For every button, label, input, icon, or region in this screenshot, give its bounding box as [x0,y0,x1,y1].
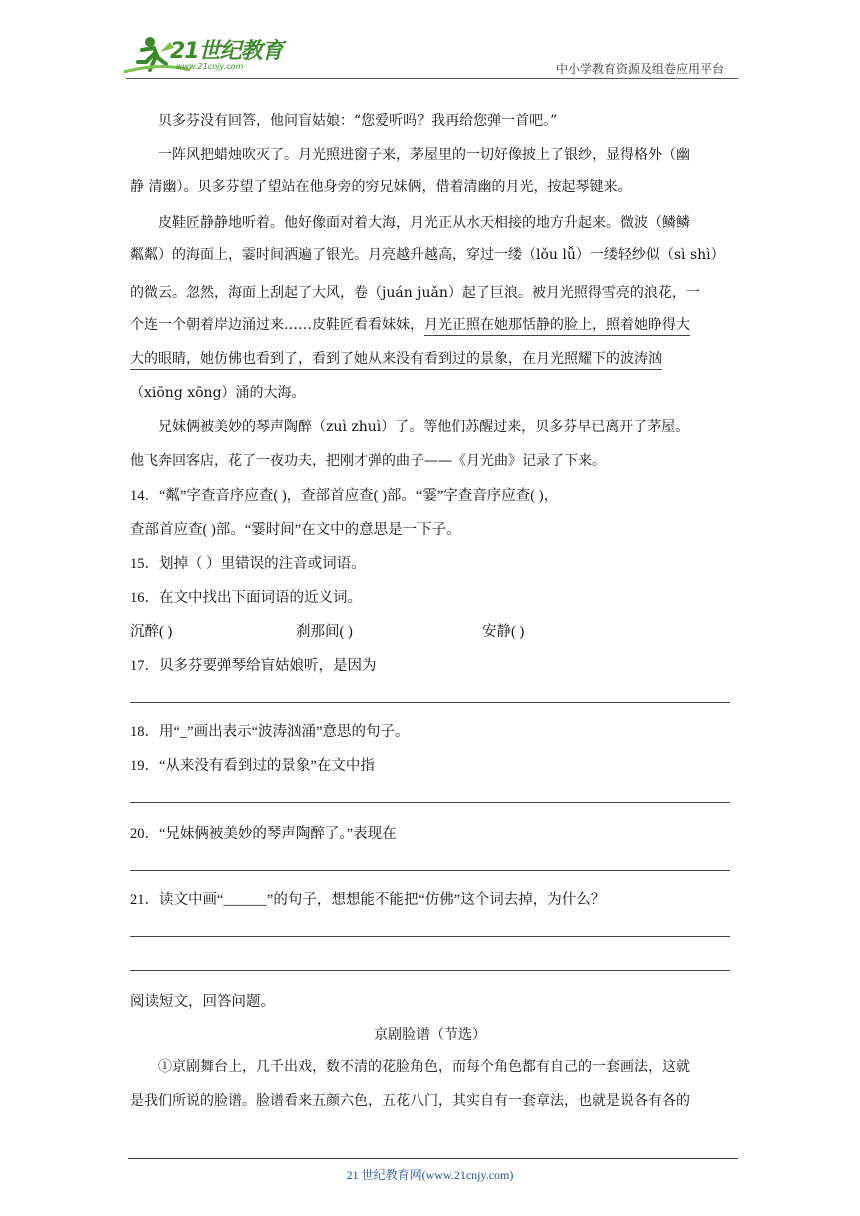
passage-2-line-1: ①京剧舞台上，几千出戏，数不清的花脸角色，而每个角色都有自己的一套画法，这就 [158,1059,690,1075]
answer-line-21a[interactable] [130,936,730,937]
reading-instruction: 阅读短文，回答问题。 [130,994,275,1010]
synonym-blank-1[interactable]: 沉醉( ) [130,624,173,640]
question-18: 18．用“_”画出表示“波涛汹涌”意思的句子。 [130,724,410,740]
question-21: 21．读文中画“______”的句子，想想能不能把“仿佛”这个词去掉，为什么？ [130,892,606,908]
passage-2-line-2: 是我们所说的脸谱。脸谱看来五颜六色，五花八门，其实自有一套章法，也就是说各有各的 [130,1093,690,1109]
footer-divider [128,1158,738,1159]
question-14-line-1: 14．“粼”字查音序应查( )，查部首应查( )部。“霎”字查音序应查( )， [130,488,559,504]
paragraph-2-line-2: 静 清幽）。贝多芬望了望站在他身旁的穷兄妹俩，借着清幽的月光，按起琴键来。 [130,179,632,195]
question-14-line-2: 查部首应查( )部。“霎时间”在文中的意思是一下子。 [130,522,461,538]
page-header [120,30,740,82]
question-17: 17．贝多芬要弹琴给盲姑娘听，是因为 [130,658,377,674]
paragraph-3-line-4-plain: 个连一个朝着岸边涌过来……皮鞋匠看看妹妹， [130,317,424,333]
question-15: 15．划掉（ ）里错误的注音或词语。 [130,556,366,572]
paragraph-1: 贝多芬没有回答，他问盲姑娘：“您爱听吗？我再给您弹一首吧。” [158,113,558,129]
logo-subtext: www.21cnjy.com [176,62,244,71]
paragraph-3-line-4 [130,316,730,334]
question-20: 20．“兄妹俩被美妙的琴声陶醉了。”表现在 [130,826,397,842]
platform-name: 中小学教育资源及组卷应用平台 [555,62,724,76]
paragraph-3-line-3: 的微云。忽然，海面上刮起了大风，卷（juán juǎn）起了巨浪。被月光照得雪亮的浪花，一 [130,285,700,301]
answer-line-21b[interactable] [130,970,730,971]
paragraph-3-line-6: （xiōng xōng）涌的大海。 [130,385,306,401]
answer-line-20[interactable] [130,870,730,871]
underlined-sentence-part-1: 月光正照在她那恬静的脸上，照着她睁得大 [424,317,690,333]
header-divider [126,78,738,79]
paragraph-2-line-1: 一阵风把蜡烛吹灭了。月光照进窗子来，茅屋里的一切好像披上了银纱，显得格外（幽 [158,147,690,163]
synonym-blank-3[interactable]: 安静( ) [482,624,525,640]
answer-line-19[interactable] [130,802,730,803]
passage-title: 京剧脸谱（节选） [374,1027,486,1043]
synonym-blank-2[interactable]: 刹那间( ) [296,624,353,640]
logo-text: 21世纪教育 [170,39,283,64]
paragraph-4-line-2: 他飞奔回客店，花了一夜功夫，把刚才弹的曲子——《月光曲》记录了下来。 [130,453,606,469]
answer-line-17[interactable] [130,702,730,703]
paragraph-4-line-1: 兄妹俩被美妙的琴声陶醉（zuì zhuì）了。等他们苏醒过来，贝多芬早已离开了茅屋。 [158,419,690,435]
paragraph-3-line-1: 皮鞋匠静静地听着。他好像面对着大海，月光正从水天相接的地方升起来。微波（鳞鳞 [158,215,690,231]
question-19: 19．“从来没有看到过的景象”在文中指 [130,758,375,774]
underlined-sentence-part-2: 大的眼睛，她仿佛也看到了，看到了她从来没有看到过的景象，在月光照耀下的波涛汹 [130,351,662,367]
paragraph-3-line-2: 粼粼）的海面上，霎时间洒遍了银光。月亮越升越高，穿过一缕（lǒu lǚ）一缕轻纱似（sì shì） [130,247,725,263]
footer-link[interactable]: 21 世纪教育网(www.21cnjy.com) [346,1168,514,1182]
question-16: 16．在文中找出下面词语的近义词。 [130,590,362,606]
